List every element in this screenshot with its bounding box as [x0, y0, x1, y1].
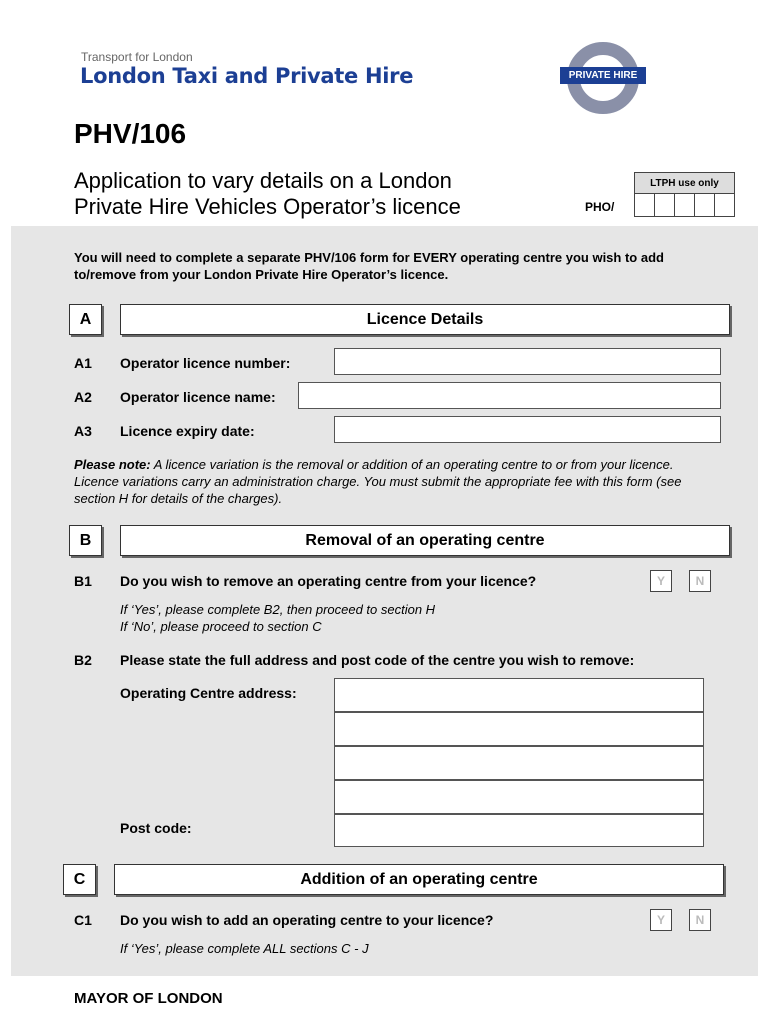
address-line-3[interactable]	[334, 746, 704, 780]
roundel-label: PRIVATE HIRE	[560, 67, 646, 84]
address-line-4[interactable]	[334, 780, 704, 814]
brand-title: London Taxi and Private Hire	[80, 64, 414, 88]
note-text: A licence variation is the removal or addition of an operating centre to or from your licence. Licence variations carry an administration charge. You must submit the appropriate fee with this form (see section H for details of the charges).	[74, 457, 682, 506]
field-number: C1	[74, 912, 92, 928]
title-line: Application to vary details on a London	[74, 168, 452, 193]
address-line-2[interactable]	[334, 712, 704, 746]
expiry-date-input[interactable]	[334, 416, 721, 443]
instruction-text: If ‘Yes’, please complete B2, then proceed to section H	[120, 602, 436, 617]
ltph-label: LTPH use only	[635, 173, 734, 194]
intro-text: You will need to complete a separate PHV/106 form for EVERY operating centre you wish to add to/remove from your London Private Hire Operator’s licence.	[74, 250, 664, 282]
remove-yes-checkbox[interactable]: Y	[650, 570, 672, 592]
section-b-title: Removal of an operating centre	[120, 525, 730, 556]
note-heading: Please note:	[74, 457, 151, 472]
field-number: B1	[74, 573, 92, 589]
remove-question: Do you wish to remove an operating centre from your licence?	[120, 573, 537, 589]
pho-cell[interactable]	[695, 194, 715, 216]
address-label: Operating Centre address:	[120, 685, 297, 701]
postcode-input[interactable]	[334, 814, 704, 847]
pho-cell[interactable]	[655, 194, 675, 216]
section-a-title: Licence Details	[120, 304, 730, 335]
please-note	[74, 456, 714, 507]
instruction-text: If ‘Yes’, please complete ALL sections C - J	[120, 941, 369, 956]
field-number: A1	[74, 355, 92, 371]
licence-number-input[interactable]	[334, 348, 721, 375]
add-question: Do you wish to add an operating centre to your licence?	[120, 912, 494, 928]
postcode-label: Post code:	[120, 820, 192, 836]
address-question: Please state the full address and post code of the centre you wish to remove:	[120, 652, 635, 668]
form-title	[74, 168, 461, 220]
section-c-title: Addition of an operating centre	[114, 864, 724, 895]
expiry-date-label: Licence expiry date:	[120, 423, 255, 439]
field-number: A2	[74, 389, 92, 405]
instruction-text: If ‘No’, please proceed to section C	[120, 619, 322, 634]
licence-name-label: Operator licence name:	[120, 389, 276, 405]
field-number: B2	[74, 652, 92, 668]
licence-number-label: Operator licence number:	[120, 355, 291, 371]
pho-cell[interactable]	[635, 194, 655, 216]
address-line-1[interactable]	[334, 678, 704, 712]
pho-prefix: PHO/	[585, 200, 615, 214]
mayor-footer: MAYOR OF LONDON	[74, 990, 223, 1007]
ltph-box	[634, 172, 735, 217]
form-code: PHV/106	[74, 118, 187, 149]
add-no-checkbox[interactable]: N	[689, 909, 711, 931]
pho-cell[interactable]	[675, 194, 695, 216]
field-number: A3	[74, 423, 92, 439]
licence-name-input[interactable]	[298, 382, 721, 409]
title-line: Private Hire Vehicles Operator’s licence	[74, 194, 461, 219]
section-b-letter: B	[69, 525, 102, 556]
pho-cell[interactable]	[715, 194, 734, 216]
section-c-letter: C	[63, 864, 96, 895]
section-a-letter: A	[69, 304, 102, 335]
add-yes-checkbox[interactable]: Y	[650, 909, 672, 931]
remove-no-checkbox[interactable]: N	[689, 570, 711, 592]
org-name: Transport for London	[81, 50, 193, 64]
